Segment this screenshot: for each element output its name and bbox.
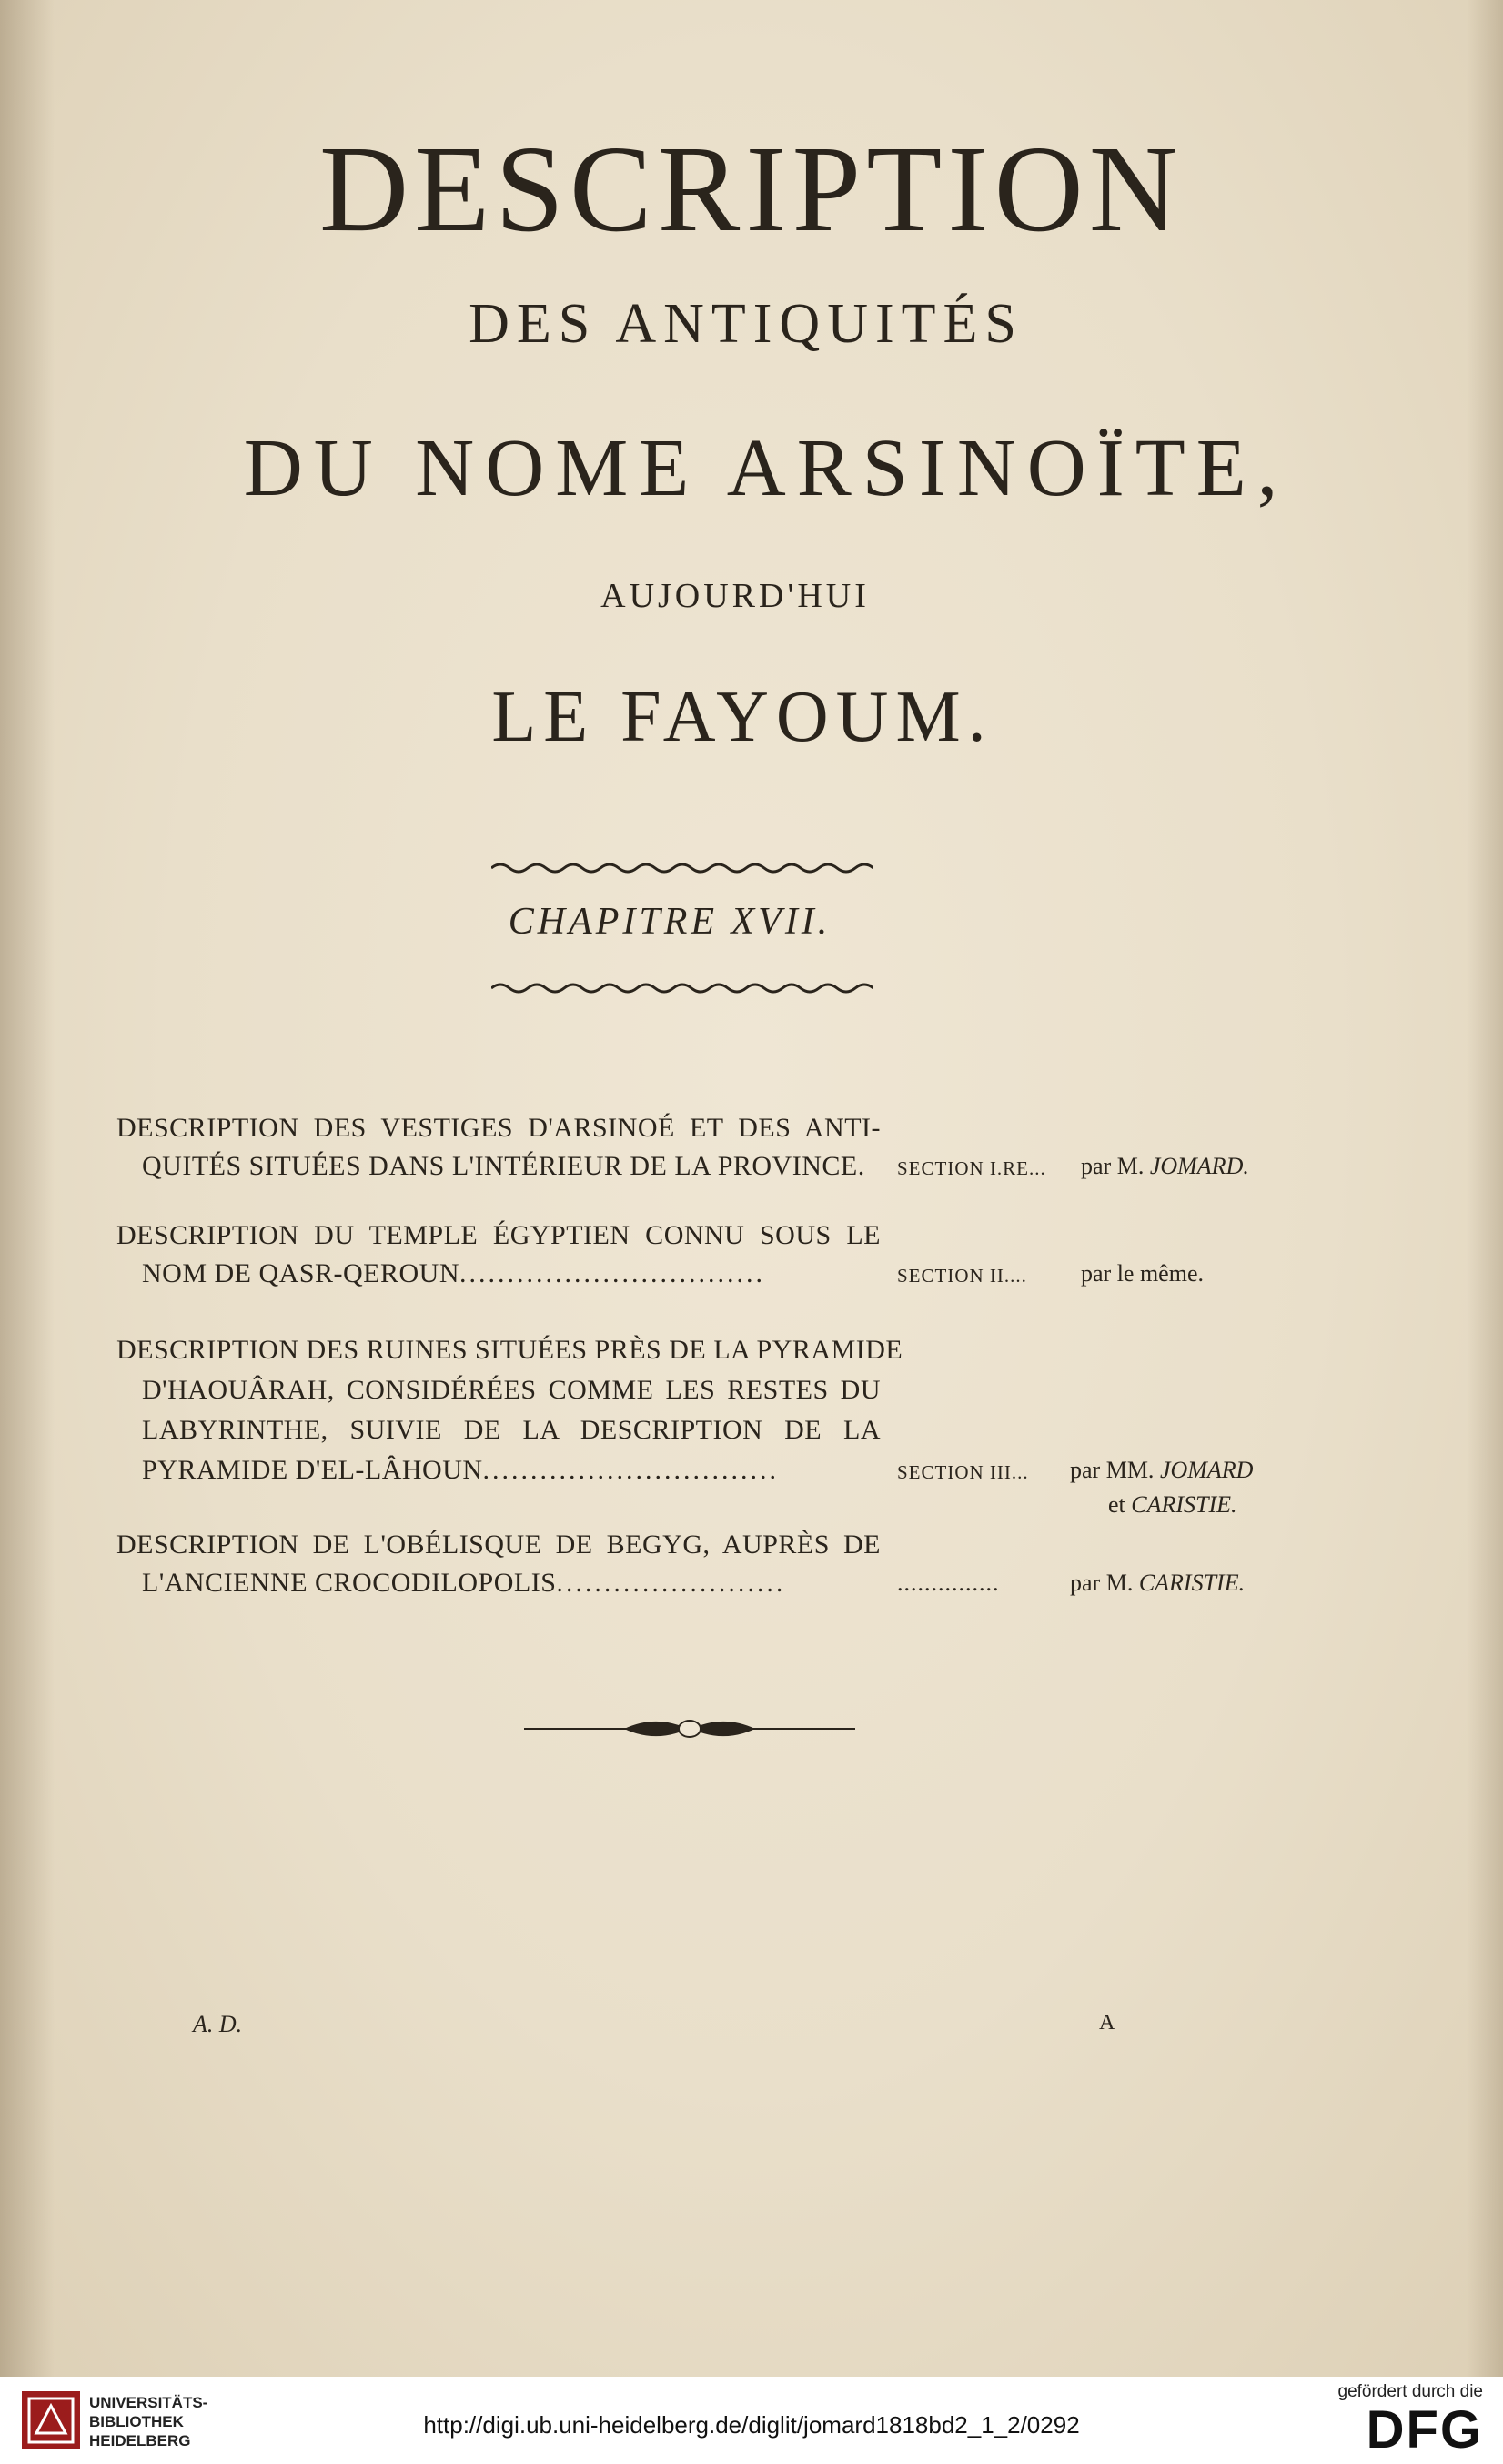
toc-entry-3-line-2: D'HAOUÂRAH, CONSIDÉRÉES COMME LES RESTES DU [142,1375,881,1405]
title-description: DESCRIPTION [318,121,1185,258]
toc-entry-1-section: SECTION I.RE... [897,1157,1046,1179]
toc-entry-1-line-2: QUITÉS SITUÉES DANS L'INTÉRIEUR DE LA PROVINCE. [142,1151,865,1181]
toc-entry-3-leader-dots: ............................... [482,1455,780,1485]
title-le-fayoum: LE FAYOUM. [491,677,994,757]
signature-mark-left: A. D. [193,2011,243,2037]
funded-by-label: gefördert durch die [1337,2382,1483,2401]
source-url[interactable]: http://digi.ub.uni-heidelberg.de/diglit/jomard1818bd2_1_2/0292 [423,2411,1080,2439]
ornament-divider [524,1712,855,1745]
toc-entry-3-line-1: DESCRIPTION DES RUINES SITUÉES PRÈS DE LA PYRAMIDE [116,1335,903,1365]
toc-entry-4-author [1070,1567,1245,1600]
toc-entry-2-section: SECTION II.... [897,1265,1027,1287]
toc-entry-3-author-name: JOMARD [1159,1457,1254,1483]
toc-entry-4-line-2 [142,1567,785,1600]
toc-entry-4-leader-dots: ........................ [556,1568,786,1598]
toc-entry-2-text: NOM DE QASR-QEROUN [142,1258,460,1288]
library-name-line-2: BIBLIOTHEK [89,2413,184,2430]
toc-entry-3-author-prefix: par MM. [1070,1457,1155,1483]
toc-entry-4-line-1: DESCRIPTION DE L'OBÉLISQUE DE BEGYG, AUPRÈS DE [116,1530,881,1560]
toc-entry-3-line-3: LABYRINTHE, SUIVIE DE LA DESCRIPTION DE LA [142,1415,881,1445]
toc-entry-4-section-dots: ............... [897,1570,1000,1596]
chapter-heading: CHAPITRE XVII. [508,901,832,943]
library-name-line-1: UNIVERSITÄTS- [89,2394,208,2411]
toc-entry-2-author: par le même. [1081,1260,1204,1287]
toc-entry-2-line-1: DESCRIPTION DU TEMPLE ÉGYPTIEN CONNU SOUS LE [116,1220,881,1250]
signature-mark-right: A [1099,2011,1115,2035]
toc-entry-2-line-2 [142,1257,765,1290]
toc-entry-3-author2-name: CARISTIE. [1131,1491,1237,1518]
toc-entry-3-text: PYRAMIDE D'EL-LÂHOUN [142,1455,483,1485]
toc-entry-3-author-2 [1108,1489,1237,1521]
toc-entry-4-text: L'ANCIENNE CROCODILOPOLIS [142,1568,557,1598]
toc-entry-3-author [1070,1454,1253,1487]
title-nome-arsinoite: DU NOME ARSINOÏTE, [243,423,1289,513]
toc-entry-4-author-prefix: par M. [1070,1570,1134,1596]
toc-entry-3-section: SECTION III... [897,1461,1029,1483]
toc-entry-4-author-name: CARISTIE. [1138,1570,1246,1596]
toc-entry-2-leader-dots: ................................ [459,1258,766,1288]
toc-entry-1-author-name: JOMARD. [1149,1153,1249,1179]
toc-entry-1-author-prefix: par M. [1081,1153,1145,1179]
toc-entry-3-line-4 [142,1454,779,1487]
dfg-logo: DFG [1366,2400,1483,2459]
title-aujourdhui: AUJOURD'HUI [600,577,870,615]
toc-entry-3-author2-prefix: et [1108,1491,1125,1518]
library-name-line-3: HEIDELBERG [89,2432,191,2449]
title-antiquites: DES ANTIQUITÉS [469,293,1024,355]
toc-entry-1-author [1081,1150,1249,1183]
toc-entry-1-line-1: DESCRIPTION DES VESTIGES D'ARSINOÉ ET DES ANTI- [116,1113,881,1143]
